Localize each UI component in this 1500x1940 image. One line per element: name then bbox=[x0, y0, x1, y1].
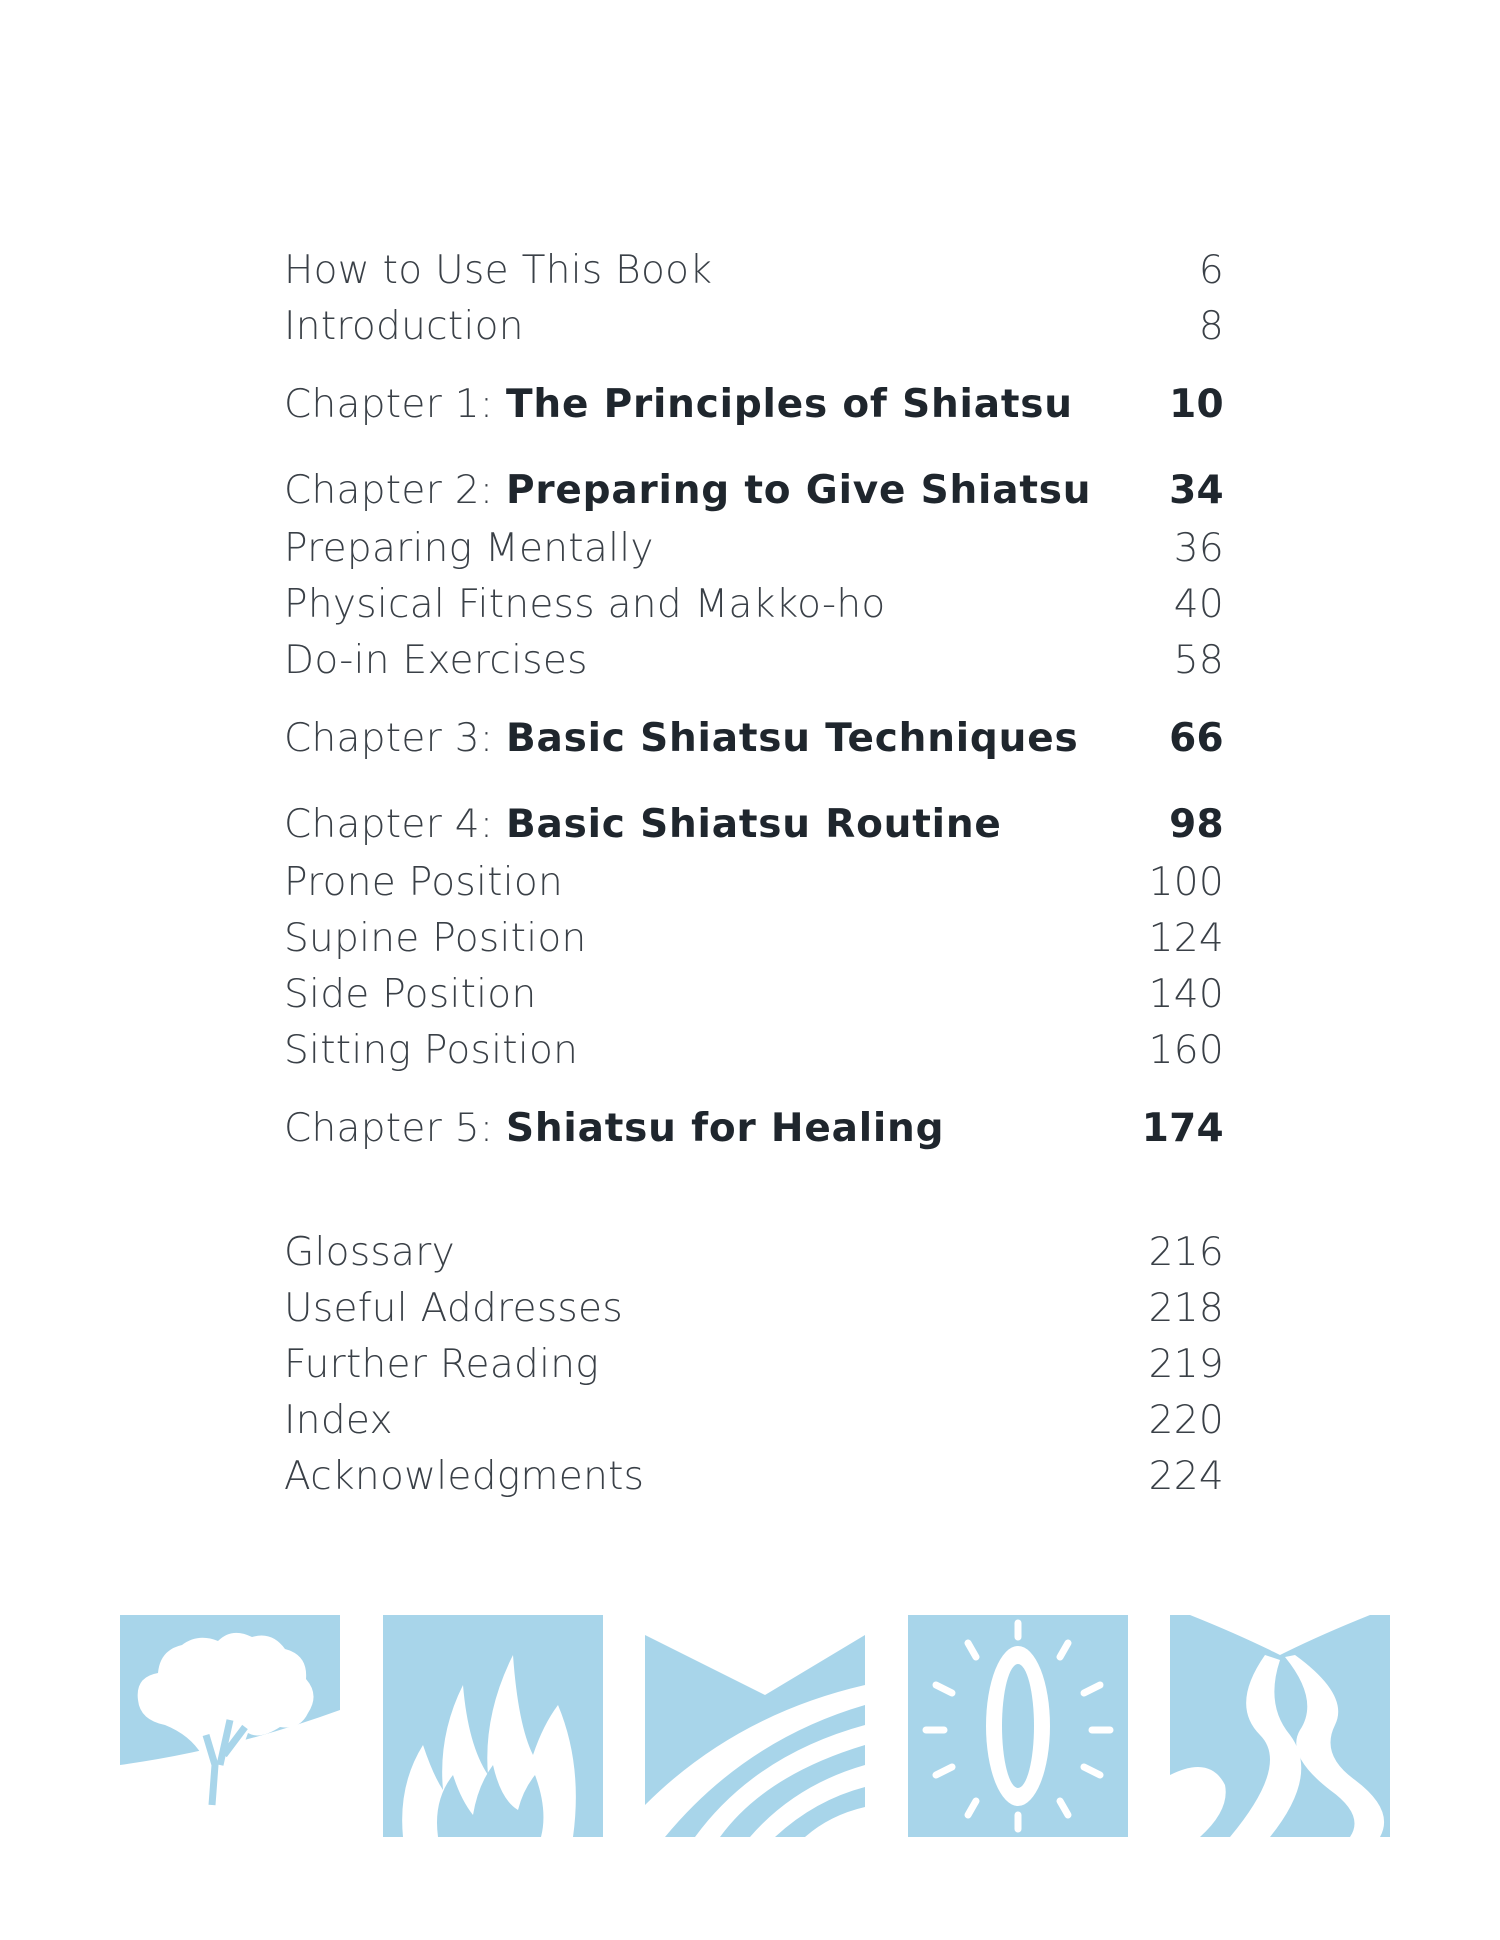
toc-entry-do-in-exercises[interactable] bbox=[284, 638, 1224, 694]
entry-title: Side Position bbox=[284, 972, 537, 1017]
chapter-prefix: Chapter 3: bbox=[284, 716, 494, 761]
entry-title: Prone Position bbox=[284, 860, 564, 905]
water-icon bbox=[1170, 1615, 1390, 1837]
entry-page: 40 bbox=[1173, 582, 1224, 627]
entry-title: How to Use This Book bbox=[284, 248, 713, 293]
entry-page: 219 bbox=[1148, 1342, 1224, 1387]
entry-page: 160 bbox=[1148, 1028, 1224, 1073]
chapter-title: The Principles of Shiatsu bbox=[505, 382, 1073, 427]
toc-entry-supine-position[interactable] bbox=[284, 916, 1224, 972]
entry-page: 224 bbox=[1148, 1454, 1224, 1499]
entry-title: Physical Fitness and Makko-ho bbox=[284, 582, 886, 627]
chapter-page: 174 bbox=[1141, 1106, 1224, 1151]
chapter-page: 34 bbox=[1169, 468, 1224, 513]
metal-icon bbox=[908, 1615, 1128, 1837]
entry-page: 58 bbox=[1173, 638, 1224, 683]
earth-icon bbox=[645, 1615, 865, 1837]
toc-entry-further-reading[interactable] bbox=[284, 1342, 1224, 1398]
entry-title: Useful Addresses bbox=[284, 1286, 623, 1331]
entry-page: 140 bbox=[1148, 972, 1224, 1017]
toc-chapter-4[interactable] bbox=[284, 802, 1224, 866]
chapter-prefix: Chapter 2: bbox=[284, 468, 494, 513]
chapter-title: Shiatsu for Healing bbox=[505, 1106, 945, 1151]
chapter-page: 66 bbox=[1169, 716, 1224, 761]
toc-entry-acknowledgments[interactable] bbox=[284, 1454, 1224, 1510]
chapter-heading bbox=[284, 802, 1002, 847]
chapter-prefix: Chapter 4: bbox=[284, 802, 494, 847]
chapter-prefix: Chapter 1: bbox=[284, 382, 494, 427]
toc-entry-preparing-mentally[interactable] bbox=[284, 526, 1224, 582]
chapter-heading bbox=[284, 716, 1078, 761]
toc-entry-physical-fitness[interactable] bbox=[284, 582, 1224, 638]
toc-entry-glossary[interactable] bbox=[284, 1230, 1224, 1286]
entry-title: Supine Position bbox=[284, 916, 587, 961]
chapter-title: Basic Shiatsu Routine bbox=[505, 802, 1002, 847]
entry-page: 100 bbox=[1148, 860, 1224, 905]
toc-entry-index[interactable] bbox=[284, 1398, 1224, 1454]
entry-page: 8 bbox=[1198, 304, 1224, 349]
chapter-page: 10 bbox=[1169, 382, 1224, 427]
entry-title: Introduction bbox=[284, 304, 524, 349]
toc-chapter-1[interactable] bbox=[284, 382, 1224, 446]
five-elements-icon-row bbox=[120, 1615, 1390, 1845]
chapter-title: Basic Shiatsu Techniques bbox=[505, 716, 1079, 761]
toc-entry-sitting-position[interactable] bbox=[284, 1028, 1224, 1084]
entry-title: Sitting Position bbox=[284, 1028, 579, 1073]
entry-title: Preparing Mentally bbox=[284, 526, 654, 571]
chapter-heading bbox=[284, 1106, 944, 1151]
toc-chapter-5[interactable] bbox=[284, 1106, 1224, 1170]
chapter-heading bbox=[284, 382, 1073, 427]
entry-title: Further Reading bbox=[284, 1342, 599, 1387]
chapter-title: Preparing to Give Shiatsu bbox=[505, 468, 1092, 513]
entry-title: Acknowledgments bbox=[284, 1454, 645, 1499]
toc-entry-introduction[interactable] bbox=[284, 304, 1224, 360]
entry-page: 6 bbox=[1198, 248, 1224, 293]
fire-icon bbox=[383, 1615, 603, 1837]
entry-page: 124 bbox=[1148, 916, 1224, 961]
entry-title: Do-in Exercises bbox=[284, 638, 588, 683]
chapter-prefix: Chapter 5: bbox=[284, 1106, 494, 1151]
entry-title: Index bbox=[284, 1398, 393, 1443]
toc-entry-side-position[interactable] bbox=[284, 972, 1224, 1028]
toc-entry-how-to-use[interactable] bbox=[284, 248, 1224, 304]
entry-page: 218 bbox=[1148, 1286, 1224, 1331]
toc-chapter-2[interactable] bbox=[284, 468, 1224, 532]
entry-title: Glossary bbox=[284, 1230, 455, 1275]
entry-page: 36 bbox=[1173, 526, 1224, 571]
entry-page: 216 bbox=[1148, 1230, 1224, 1275]
toc-entry-useful-addresses[interactable] bbox=[284, 1286, 1224, 1342]
tree-icon bbox=[120, 1615, 340, 1837]
entry-page: 220 bbox=[1148, 1398, 1224, 1443]
toc-chapter-3[interactable] bbox=[284, 716, 1224, 780]
table-of-contents bbox=[284, 248, 1224, 1510]
chapter-page: 98 bbox=[1169, 802, 1224, 847]
chapter-heading bbox=[284, 468, 1091, 513]
toc-entry-prone-position[interactable] bbox=[284, 860, 1224, 916]
